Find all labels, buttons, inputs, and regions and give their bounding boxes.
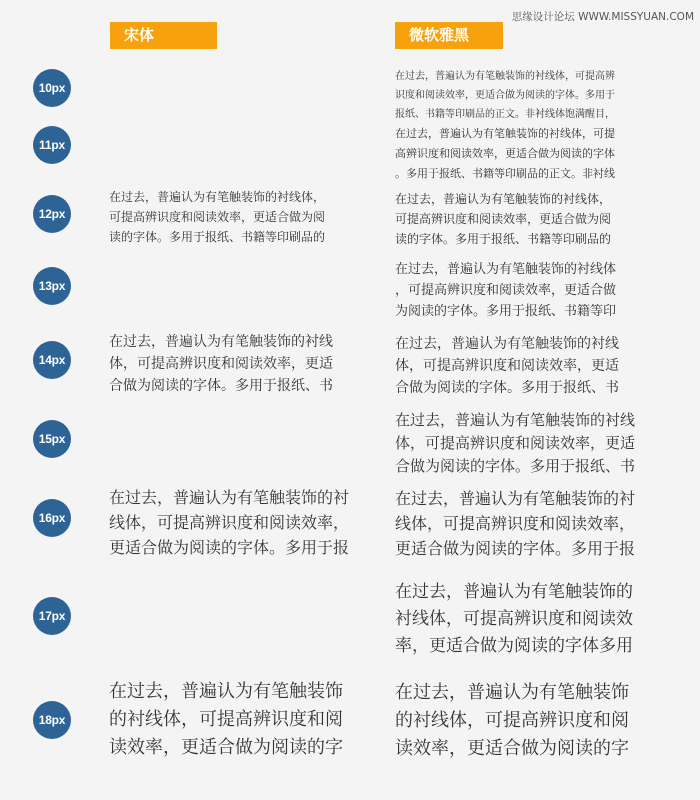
song-sample-16px: 在过去，普遍认为有笔触装饰的衬 线体，可提高辨识度和阅读效率， 更适合做为阅读的字体。多用于报 bbox=[109, 488, 350, 557]
size-badge-18px: 18px bbox=[33, 701, 71, 739]
size-badge-11px: 11px bbox=[33, 126, 71, 164]
header-songti: 宋体 bbox=[110, 22, 217, 49]
size-badge-15px: 15px bbox=[33, 420, 71, 458]
size-badge-10px: 10px bbox=[33, 69, 71, 107]
song-sample-12px: 在过去，普遍认为有笔触装饰的衬线体， 可提高辨识度和阅读效率，更适合做为阅 读的字体。多用于报纸、书籍等印刷品的 bbox=[109, 190, 326, 244]
yahei-sample-18px: 在过去，普遍认为有笔触装饰 的衬线体，可提高辨识度和阅 读效率，更适合做为阅读的字 bbox=[395, 682, 629, 759]
yahei-sample-15px: 在过去，普遍认为有笔触装饰的衬线 体，可提高辨识度和阅读效率，更适 合做为阅读的字体。多用于报纸、书 bbox=[395, 411, 636, 475]
yahei-sample-16px: 在过去，普遍认为有笔触装饰的衬 线体，可提高辨识度和阅读效率， 更适合做为阅读的字体。多用于报 bbox=[395, 489, 636, 558]
watermark: 思缘设计论坛 WWW.MISSYUAN.COM bbox=[511, 11, 694, 23]
yahei-sample-17px: 在过去，普遍认为有笔触装饰的 衬线体，可提高辨识度和阅读效 率，更适合做为阅读的字体多用 bbox=[395, 582, 633, 656]
header-yahei: 微软雅黑 bbox=[395, 22, 503, 49]
size-badge-13px: 13px bbox=[33, 267, 71, 305]
size-badge-17px: 17px bbox=[33, 597, 71, 635]
yahei-sample-14px: 在过去，普遍认为有笔触装饰的衬线 体，可提高辨识度和阅读效率，更适 合做为阅读的字体。多用于报纸、书 bbox=[395, 336, 619, 396]
song-sample-18px: 在过去，普遍认为有笔触装饰 的衬线体，可提高辨识度和阅 读效率，更适合做为阅读的字 bbox=[109, 681, 343, 758]
yahei-sample-13px: 在过去，普遍认为有笔触装饰的衬线体 ，可提高辨识度和阅读效率，更适合做 为阅读的字体。多用于报纸、书籍等印 bbox=[395, 262, 617, 319]
yahei-sample-11px: 在过去，普遍认为有笔触装饰的衬线体，可提 高辨识度和阅读效率，更适合做为阅读的字体 。多用于报纸、书籍等印刷品的正文。非衬线 bbox=[395, 127, 615, 180]
song-sample-14px: 在过去，普遍认为有笔触装饰的衬线 体，可提高辨识度和阅读效率，更适 合做为阅读的字体。多用于报纸、书 bbox=[109, 334, 333, 394]
size-badge-14px: 14px bbox=[33, 341, 71, 379]
yahei-sample-10px: 在过去，普遍认为有笔触装饰的衬线体，可提高辨 识度和阅读效率，更适合做为阅读的字体。多用于 报纸、书籍等印刷品的正文。非衬线体饱满醒目， bbox=[395, 71, 615, 120]
size-badge-16px: 16px bbox=[33, 499, 71, 537]
yahei-sample-12px: 在过去，普遍认为有笔触装饰的衬线体， 可提高辨识度和阅读效率，更适合做为阅 读的字体。多用于报纸、书籍等印刷品的 bbox=[395, 192, 612, 246]
size-badge-12px: 12px bbox=[33, 195, 71, 233]
